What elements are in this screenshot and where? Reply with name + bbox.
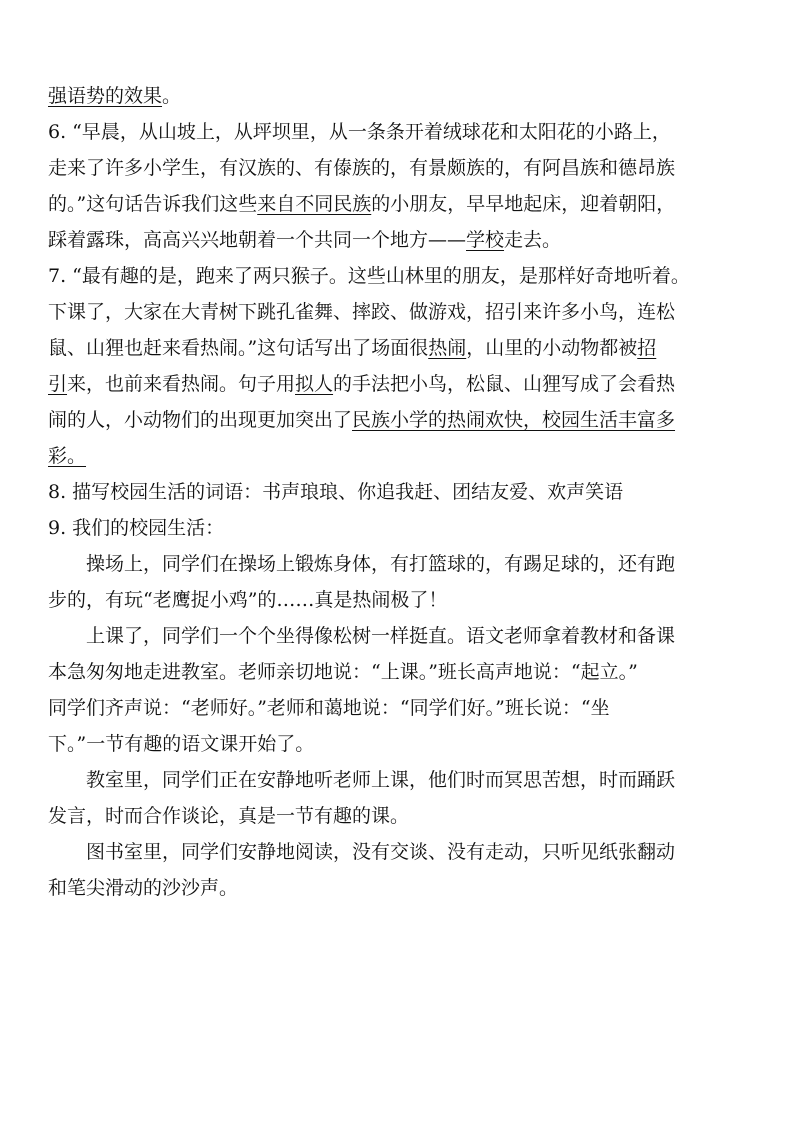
text-span: 。 (162, 85, 182, 107)
text-span: 闹的人，小动物们的出现更加突出了 (48, 409, 353, 431)
text-span: 的手法把小鸟，松鼠、山狸写成了会看热 (333, 373, 676, 395)
answer-7-line-1: 7. “最有趣的是，跑来了两只猴子。这些山林里的朋友，是那样好奇地听着。 (48, 265, 690, 287)
answer-7-line-2: 下课了，大家在大青树下跳孔雀舞、摔跤、做游戏，招引来许多小鸟，连松 (48, 301, 676, 323)
text-span: 踩着露珠，高高兴兴地朝着一个共同一个地方—— (48, 229, 467, 251)
answer-6-line-3 (48, 186, 760, 222)
answer-9-title: 9. 我们的校园生活： (48, 517, 225, 539)
answer-6-line-1: 6. “早晨，从山坡上，从坪坝里，从一条条开着绒球花和太阳花的小路上， (48, 121, 671, 143)
underlined-answer: 彩。 (48, 445, 87, 467)
underlined-answer: 拟人 (295, 373, 334, 395)
underlined-answer: 强语势的效果 (48, 85, 163, 107)
answer-9 (48, 510, 760, 906)
answer-7-line-6 (48, 438, 760, 474)
underlined-answer: 学校 (466, 229, 505, 251)
essay-paragraph-1-line-1: 操场上，同学们在操场上锻炼身体，有打篮球的，有踢足球的，还有跑 (86, 553, 676, 575)
answer-8-line-1: 8. 描写校园生活的词语：书声琅琅、你追我赶、团结友爱、欢声笑语 (48, 481, 624, 503)
essay-paragraph-2-line-1: 上课了，同学们一个个坐得像松树一样挺直。语文老师拿着教材和备课 (86, 625, 676, 647)
answer-7 (48, 258, 760, 474)
underlined-answer: 引 (48, 373, 68, 395)
answer-6 (48, 114, 760, 258)
document-page (48, 78, 760, 906)
text-span: 的小朋友，早早地起床，迎着朝阳， (371, 193, 676, 215)
text-span: 走去。 (504, 229, 562, 251)
text-span: 鼠、山狸也赶来看热闹。”这句话写出了场面很 (48, 337, 429, 359)
text-span: ，山里的小动物都被 (466, 337, 638, 359)
essay-paragraph-2-line-4: 下。”一节有趣的语文课开始了。 (48, 733, 315, 755)
text-span: 来，也前来看热闹。句子用 (67, 373, 296, 395)
answer-7-line-5 (48, 402, 760, 438)
essay-paragraph-2-line-2: 本急匆匆地走进教室。老师亲切地说：“上课。”班长高声地说：“起立。” (48, 661, 638, 683)
answer-8 (48, 474, 760, 510)
underlined-answer: 热闹 (428, 337, 467, 359)
underlined-answer: 招 (637, 337, 657, 359)
essay-paragraph-4-line-2: 和笔尖滑动的沙沙声。 (48, 877, 239, 899)
answer-6-line-4 (48, 222, 760, 258)
intro-line (48, 78, 760, 114)
answer-7-line-4 (48, 366, 760, 402)
essay-paragraph-3-line-1: 教室里，同学们正在安静地听老师上课，他们时而冥思苦想，时而踊跃 (86, 769, 676, 791)
essay-paragraph-2-line-3: 同学们齐声说：“老师好。”老师和蔼地说：“同学们好。”班长说：“坐 (48, 697, 610, 719)
answer-6-line-2: 走来了许多小学生，有汉族的、有傣族的，有景颇族的，有阿昌族和德昂族 (48, 157, 676, 179)
essay-paragraph-3-line-2: 发言，时而合作谈论，真是一节有趣的课。 (48, 805, 410, 827)
essay-paragraph-4-line-1: 图书室里，同学们安静地阅读，没有交谈、没有走动，只听见纸张翻动 (86, 841, 676, 863)
text-span: 的。”这句话告诉我们这些 (48, 193, 258, 215)
essay-paragraph-1-line-2: 步的，有玩“老鹰捉小鸡”的……真是热闹极了！ (48, 589, 448, 611)
underlined-answer: 民族小学的热闹欢快，校园生活丰富多 (352, 409, 676, 431)
answer-7-line-3 (48, 330, 760, 366)
underlined-answer: 来自不同民族 (257, 193, 372, 215)
